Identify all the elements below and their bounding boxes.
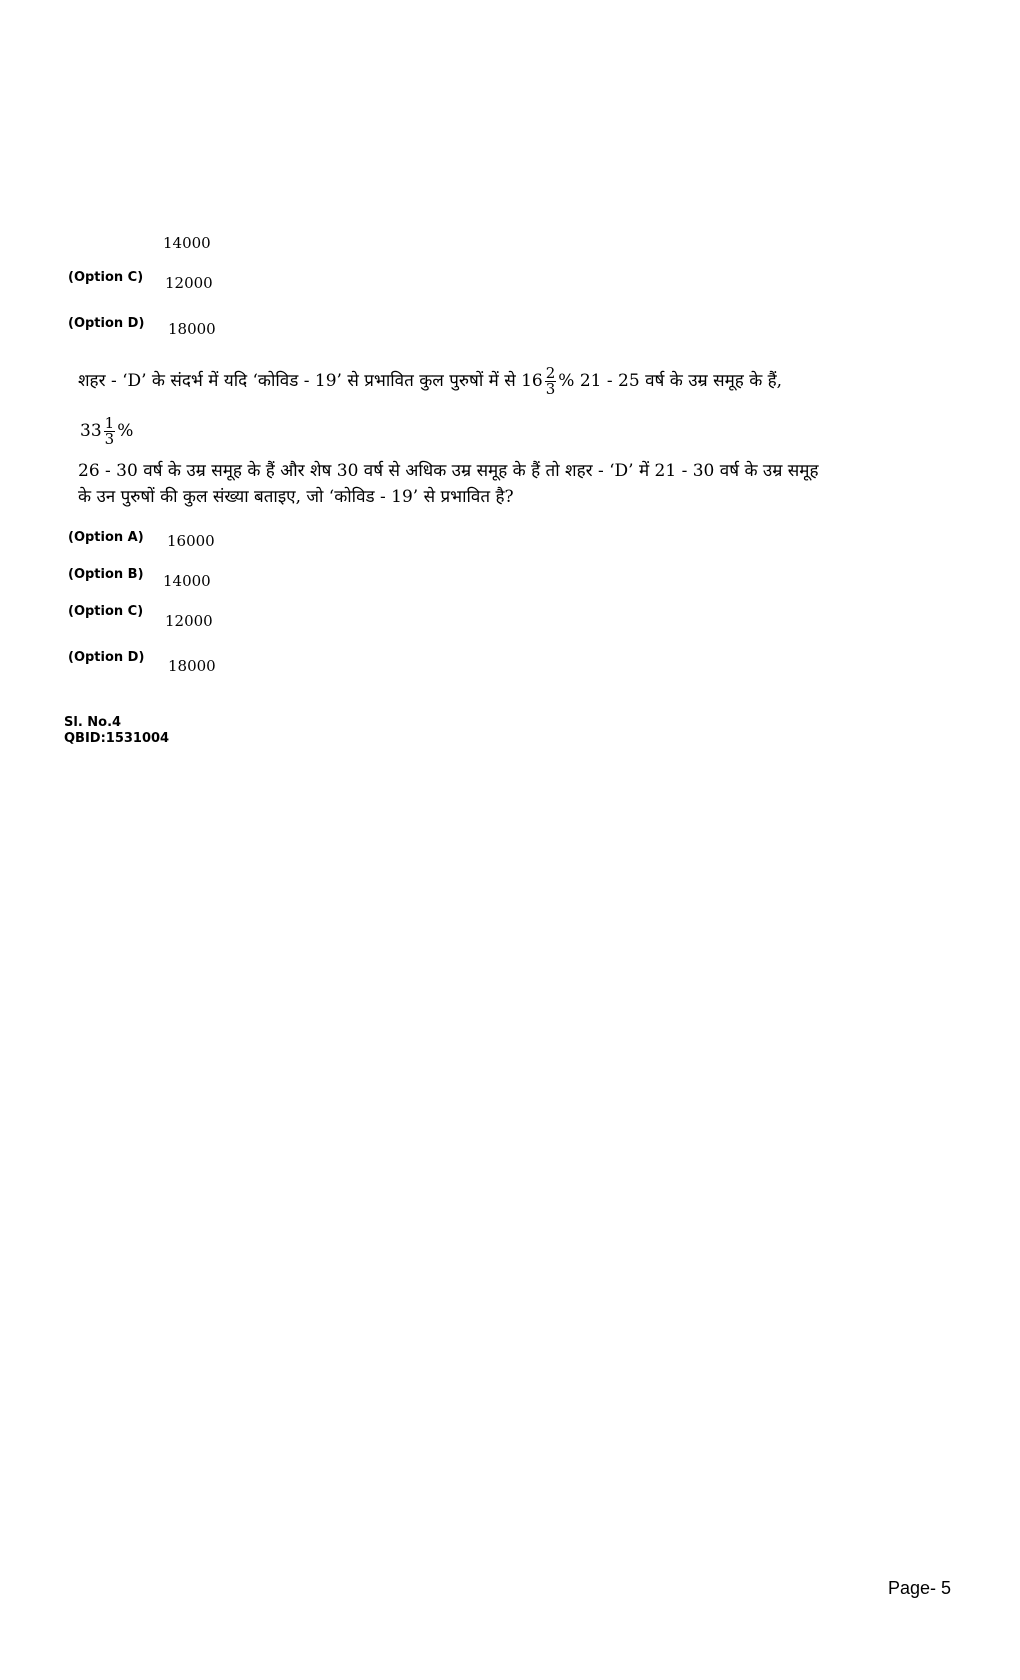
question-line-4: के उन पुरुषों की कुल संख्या बताइए, जो ‘कोविड - 19’ से प्रभावित है? xyxy=(78,487,514,507)
option-b-label: (Option B) xyxy=(68,567,144,582)
fraction-denominator: 3 xyxy=(545,380,556,398)
fraction xyxy=(545,366,557,397)
fraction-numerator: 1 xyxy=(104,414,115,432)
fraction-numerator: 2 xyxy=(545,364,556,382)
prev-option-c-label: (Option C) xyxy=(68,270,144,285)
prev-option-d-value: 18000 xyxy=(168,320,216,338)
prev-option-b-value: 14000 xyxy=(163,234,211,252)
question-text: 33 xyxy=(80,421,102,441)
question-text: शहर - ‘D’ के संदर्भ में यदि ‘कोविड - 19’ से प्रभावित कुल पुरुषों में से 16 xyxy=(78,371,543,391)
option-c-label: (Option C) xyxy=(68,604,144,619)
option-c-value: 12000 xyxy=(165,612,213,630)
question-line-2 xyxy=(80,416,133,447)
question-text: % 21 - 25 वर्ष के उम्र समूह के हैं, xyxy=(558,371,783,391)
question-text: % xyxy=(117,421,134,441)
fraction xyxy=(104,416,116,447)
option-b-value: 14000 xyxy=(163,572,211,590)
question-line-1 xyxy=(78,366,782,397)
serial-number: Sl. No.4 xyxy=(64,715,122,730)
page-number: Page- 5 xyxy=(888,1578,952,1598)
option-a-label: (Option A) xyxy=(68,530,144,545)
prev-option-d-label: (Option D) xyxy=(68,316,145,331)
prev-option-c-value: 12000 xyxy=(165,274,213,292)
fraction-denominator: 3 xyxy=(104,430,115,448)
question-line-3: 26 - 30 वर्ष के उम्र समूह के हैं और शेष 30 वर्ष से अधिक उम्र समूह के हैं तो शहर - ‘D’ में 21 - 30 वर्ष के उम्र समूह xyxy=(78,461,819,481)
option-d-value: 18000 xyxy=(168,657,216,675)
option-a-value: 16000 xyxy=(167,532,215,550)
option-d-label: (Option D) xyxy=(68,650,145,665)
question-id: QBID:1531004 xyxy=(64,731,170,746)
